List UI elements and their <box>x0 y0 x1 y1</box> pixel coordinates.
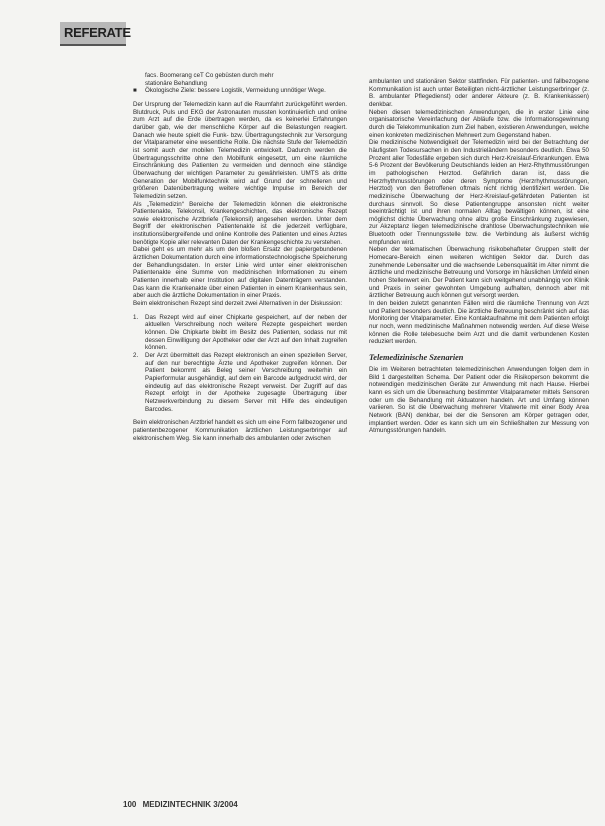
text-column-left <box>133 72 347 442</box>
paragraph: ambulanten und stationären Sektor stattfinden. Für patienten- und fallbezogene Kommunikation ist auch unter Beteiligten nicht-ärztlicher Leistungserbringer (z. B. ambulanter Pflegedienst) oder anderer Akteure (z. B. Krankenkassen) denkbar. <box>369 78 589 108</box>
numbered-item <box>133 314 347 352</box>
numbered-item <box>133 352 347 413</box>
paragraph: Die im Weiteren betrachteten telemedizinischen Anwendungen folgen dem in Bild 1 dargestellten Schema. Der Patient oder die Risikoperson bekommt die notwendigen medizinischen Geräte zur Anwendung mit nach Hause. Hierbei kann es sich um die Überwachung bestimmter Vitalparameter mittels Sensoren oder um die Behandlung mit Aktuatoren handeln. Art und Umfang können variieren. So ist die Überwachung mehrerer Vitalwerte mit einer Body Area Network (BAN) denkbar, bei der die Sensoren am Körper getragen oder, implantiert werden. Oder es kann sich um ein Schließhalten zur Messung von Atmungsstörungen handeln. <box>369 365 589 435</box>
bullet-icon: ■ <box>133 87 137 95</box>
paragraph: Dabei geht es um mehr als um den bloßen Ersatz der papiergebundenen ärztlichen Dokumentation durch eine informationstechnologische Speicherung der Behandlungsdaten. In erster Linie wird unter einer elektronischen Patientenakte eine Summe von medizinischen Informationen zu einem Patienten innerhalb einer Institution auf digitalen Datenträgern verstanden. Das kann die Krankenakte über einen Patienten in einem Krankenhaus sein, aber auch die ärztliche Dokumentation in einer Praxis. <box>133 246 347 300</box>
paragraph: Die medizinische Notwendigkeit der Telemedizin wird bei der Betrachtung der häufigsten Todesursachen in den Industrieländern besonders deutlich. Etwa 50 Prozent aller Todesfälle ergeben sich durch Herz-Kreislauf-Erkrankungen. Etwa 5-6 Prozent der Bevölkerung Deutschlands leiden an Herz-Rhythmusstörungen im pathologischen Herztod. Gefährlich daran ist, dass die Herzrhythmusstörungen oder deren Symptome (Herzrhythmusstörungen, Herztod) von den Betroffenen oftmals nicht richtig identifiziert werden. Die medizinische Überwachung der Herz-Kreislauf-gefährdeten Patienten ist durchaus sinnvoll. So diese Patientengruppe ansonsten nicht weiter beeinträchtigt ist und ihren normalen Alltag bewältigen können, ist eine möglichst dichte Überwachung ohne allzu große Einschränkung zugewiesen, zur Akzeptanz liegen telemedizinische drahtlose Überwachungstechniken wie Bluetooth oder Trennungsstelle bzw. die Verbindung als äußerst wichtig empfunden wird. <box>369 139 589 246</box>
paragraph: Neben diesen telemedizinischen Anwendungen, die in erster Linie eine organisatorische Vereinfachung der Abläufe bzw. die Informationsgewinnung durch die Telekommunikation zum Ziel haben, existieren Anwendungen, welche einen konkreten medizinischen Mehrwert zum Gegenstand haben. <box>369 108 589 139</box>
paragraph: Der Ursprung der Telemedizin kann auf die Raumfahrt zurückgeführt werden. Blutdruck, Puls und EKG der Astronauten mussten kontinuierlich und online zum Arzt auf die Erde übertragen werden, da es keinerlei Erfahrungen darüber gab, wie der menschliche Körper auf die Belastungen reagiert. Danach wie heute spielt die Funk- bzw. Übertragungstechnik zur Versorgung der Vitalparameter eine wesentliche Rolle. Die nächste Stufe der Telemedizin ist somit auch der mobilen Telemedizin entwickelt. Dadurch werden die Übertragungsschritte ohne den Mobilfunk eingesetzt, um eine räumliche Einschränkung des Patienten zu vermeiden und dennoch eine ständige Überwachung der wichtigen Parameter zu gewährleisten. UMTS als dritte Generation der Mobilfunktechnik wird auf Grund der schnelleren und größeren Datenübertragung weitere wichtige Impulse im Bereich der Telemedizin setzen. <box>133 100 347 200</box>
bullet-text: Ökologische Ziele: bessere Logistik, Vermeidung unnötiger Wege. <box>145 87 326 95</box>
section-subheading: Telemedizinische Szenarien <box>369 352 464 362</box>
paragraph: Beim elektronischen Arztbrief handelt es sich um eine Form fallbezogener und patientenbezogener Kommunikation ärztlichen Leistungserbringer auf elektronischem Weg. Sie kann innerhalb des ambulanten oder zwischen <box>133 419 347 442</box>
item-text: Das Rezept wird auf einer Chipkarte gespeichert, auf der neben der aktuellen Verschreibung noch weitere Rezepte gespeichert werden können. Die Chipkarte bleibt im Besitz des Patienten, sodass nur mit dessen Einwilligung der Apotheker oder der Arzt auf den Inhalt zugreifen können. <box>145 313 347 352</box>
page-footer <box>123 800 238 809</box>
item-number: 1. <box>133 313 139 321</box>
intro-line: stationäre Behandlung <box>145 79 207 87</box>
journal-name: MEDIZINTECHNIK 3/2004 <box>142 800 238 809</box>
page-number: 100 <box>123 800 137 809</box>
item-number: 2. <box>133 351 139 359</box>
item-text: Der Arzt übermittelt das Rezept elektronisch an einen speziellen Server, auf den nur berechtigte Ärzte und Apotheker zugreifen können. Der Patient bekommt als Beleg seiner Verschreibung weiterhin ein Papierformular ausgehändigt, auf dem ein Barcode aufgedruckt wird, der eindeutig auf das elektronische Rezept verweist. Der Zugriff auf das Rezept erfolgt in der Apotheke zugesagte Übertragung über Netzwerkverbindung zu diesem Server mit Hilfe des eindeutigen Barcodes. <box>145 351 347 413</box>
section-label: REFERATE <box>60 22 126 46</box>
text-column-right <box>369 78 589 435</box>
intro-line: facs. Boomerang ceT Co gebüsten durch mehr <box>145 72 274 79</box>
bullet-item <box>133 87 347 95</box>
paragraph: Beim elektronischen Rezept sind derzeit zwei Alternativen in der Diskussion: <box>133 300 343 308</box>
paragraph: In den beiden zuletzt genannten Fällen wird die räumliche Trennung von Arzt und Patient besonders deutlich. Die ärztliche Betreuung beschränkt sich auf das Monitoring der Vitalparameter. Eine Kontaktaufnahme mit dem Patienten erfolgt nur noch, wenn medizinische Maßnahmen notwendig werden. Auf diese Weise können die Rolle telebesuche beim Arzt und die damit verbundenen Kosten reduziert werden. <box>369 300 589 346</box>
paragraph: Neben der telematischen Überwachung risikobehafteter Gruppen stellt der Homecare-Bereich einen weiteren wichtigen Sektor dar. Durch das zunehmende Lebensalter und die wachsende Lebensqualität im Alter nimmt die ärztliche und medizinische Betreuung und Vorsorge im häuslichen Umfeld einen hohen Stellenwert ein. Der Patient kann sich weitgehend unabhängig von Klinik und Praxis in seiner gewohnten Umgebung aufhalten, dennoch aber mit ärztlicher Betreuung auch können gut versorgt werden. <box>369 246 589 300</box>
paragraph: Als „Telemedizin“ Bereiche der Telemedizin können die elektronische Patientenakte, Telekonsil, Krankengeschichten, das elektronische Rezept sowie elektronische Arztbriefe (Telekonsil) angesehen werden. Unter dem Begriff der elektronischen Patientenakte ist die jederzeit verfügbare, institutionsübergreifende und online Kontrolle des Patienten und eines Arztes benötigte Kopie aller relevanten Daten der Krankengeschichte zu verstehen. <box>133 200 347 246</box>
